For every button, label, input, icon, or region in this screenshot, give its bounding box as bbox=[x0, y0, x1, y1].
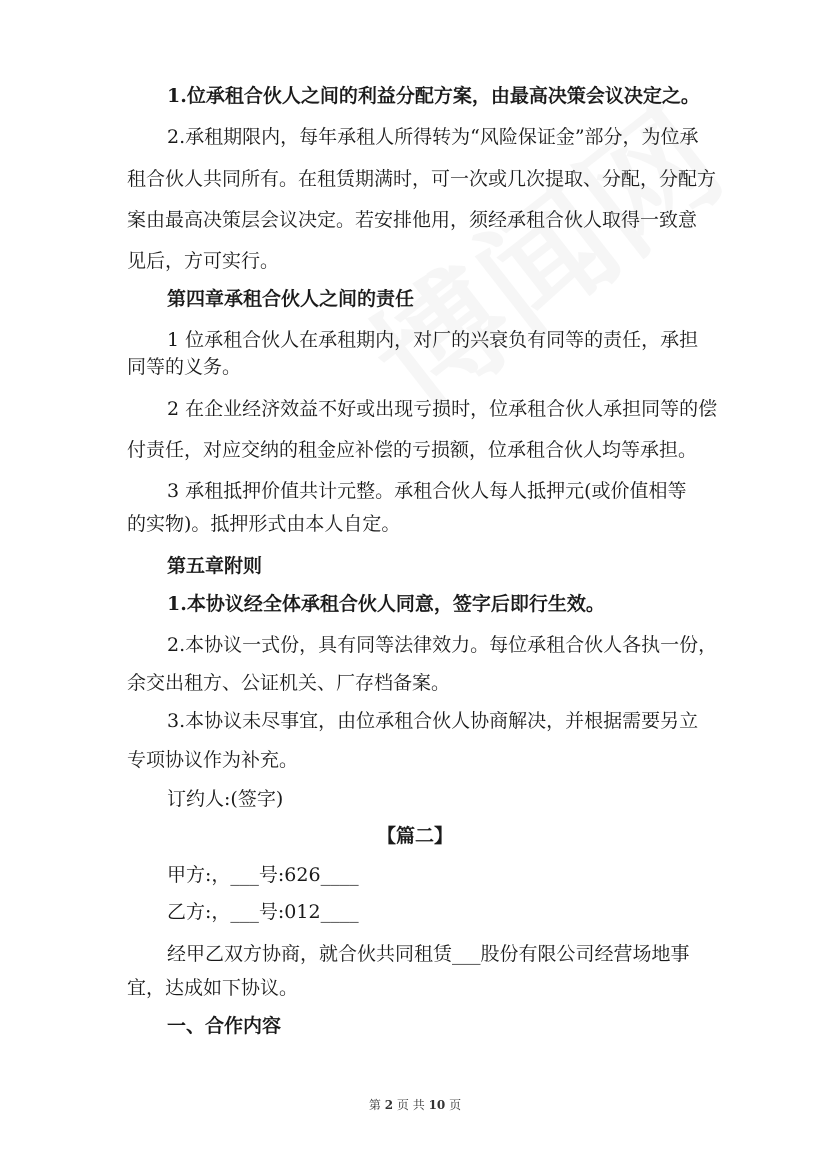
page-footer bbox=[0, 1097, 830, 1113]
clause-line: 2 在企业经济效益不好或出现亏损时，位承租合伙人承担同等的偿 bbox=[167, 398, 718, 420]
total-page-number: 10 bbox=[428, 1098, 446, 1112]
chapter-heading: 第四章承租合伙人之间的责任 bbox=[167, 288, 415, 310]
clause-line: 1.位承租合伙人之间的利益分配方案，由最高决策会议决定之。 bbox=[167, 85, 700, 107]
clause-line: 见后，方可实行。 bbox=[127, 250, 280, 272]
signature-line: 订约人:(签字) bbox=[167, 788, 284, 810]
clause-line: 同等的义务。 bbox=[127, 356, 242, 378]
clause-line: 1.本协议经全体承租合伙人同意，签字后即行生效。 bbox=[167, 593, 605, 615]
clause-line: 经甲乙双方协商，就合伙共同租赁___股份有限公司经营场地事 bbox=[167, 943, 690, 965]
party-b-line: 乙方:，___号:012____ bbox=[167, 901, 359, 923]
clause-line: 3.本协议未尽事宜，由位承租合伙人协商解决，并根据需要另立 bbox=[167, 710, 699, 732]
party-a-line: 甲方:，___号:626____ bbox=[167, 864, 359, 886]
clause-line: 1 位承租合伙人在承租期内，对厂的兴衰负有同等的责任，承担 bbox=[167, 329, 699, 351]
chapter-heading: 第五章附则 bbox=[167, 555, 263, 577]
clause-line: 余交出租方、公证机关、厂存档备案。 bbox=[127, 672, 451, 694]
clause-line: 专项协议作为补充。 bbox=[127, 749, 299, 771]
clause-line: 宜，达成如下协议。 bbox=[127, 977, 299, 999]
clause-line: 案由最高决策层会议决定。若安排他用，须经承租合伙人取得一致意 bbox=[127, 209, 698, 231]
footer-prefix: 第 bbox=[368, 1098, 381, 1112]
clause-line: 的实物)。抵押形式由本人自定。 bbox=[127, 513, 401, 535]
footer-middle: 页 共 bbox=[396, 1098, 425, 1112]
clause-line: 租合伙人共同所有。在租赁期满时，可一次或几次提取、分配，分配方 bbox=[127, 168, 717, 190]
clause-line: 付责任，对应交纳的租金应补偿的亏损额，位承租合伙人均等承担。 bbox=[127, 439, 698, 461]
current-page-number: 2 bbox=[384, 1098, 394, 1112]
watermark bbox=[330, 60, 752, 447]
footer-suffix: 页 bbox=[449, 1098, 462, 1112]
clause-line: 2.承租期限内，每年承租人所得转为“风险保证金”部分，为位承 bbox=[167, 126, 699, 148]
section-subheading: 一、合作内容 bbox=[167, 1015, 282, 1037]
section-heading: 【篇二】 bbox=[376, 825, 453, 847]
clause-line: 2.本协议一式份，具有同等法律效力。每位承租合伙人各执一份， bbox=[167, 634, 718, 656]
clause-line: 3 承租抵押价值共计元整。承租合伙人每人抵押元(或价值相等 bbox=[167, 480, 687, 502]
